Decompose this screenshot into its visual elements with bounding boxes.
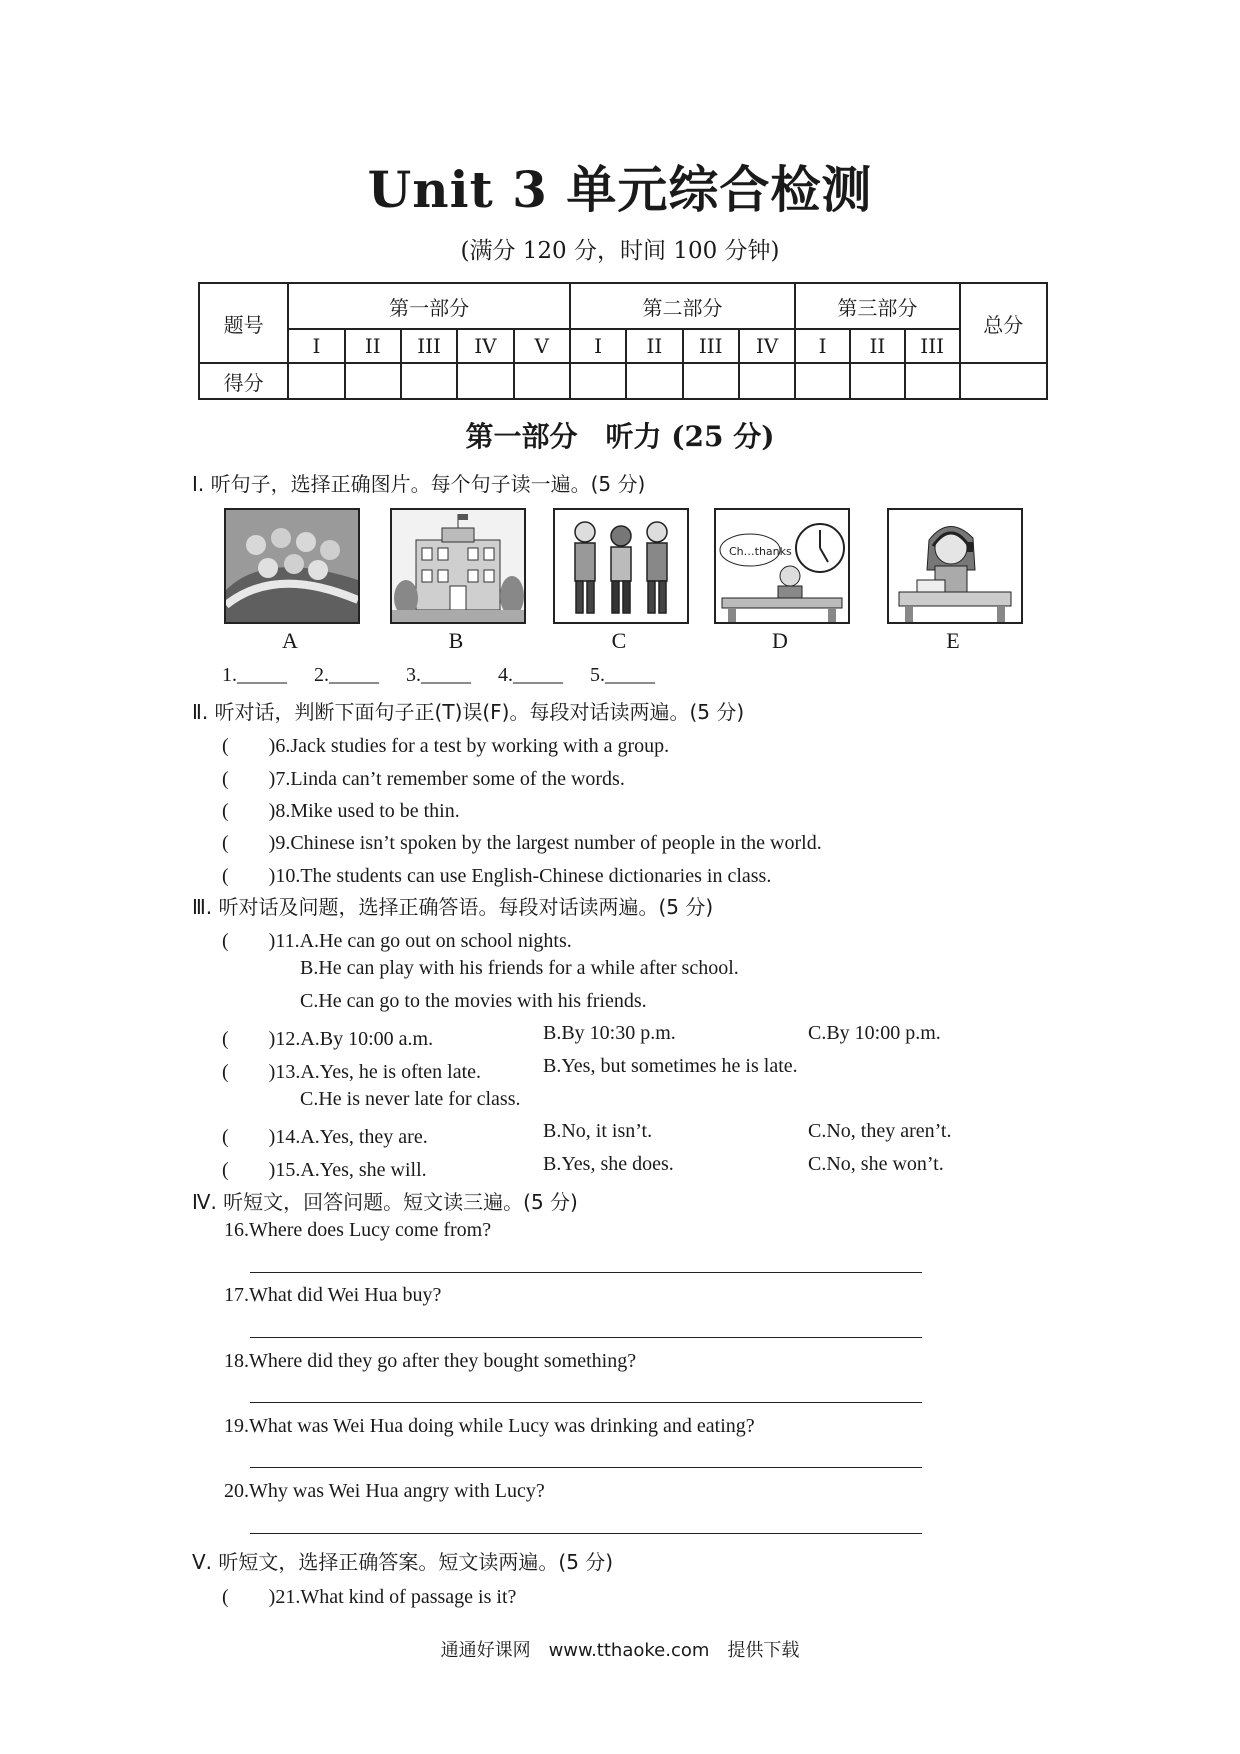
speech-bubble-text: Ch…thanks: [729, 545, 792, 558]
score-col: I: [795, 329, 850, 363]
score-col: V: [514, 329, 570, 363]
score-col: II: [850, 329, 905, 363]
mc-item-15[interactable]: ( )15.A.Yes, she will.: [222, 1159, 427, 1181]
score-col: I: [288, 329, 344, 363]
score-table-part1: 第一部分: [288, 283, 570, 329]
section-5-heading: Ⅴ. 听短文，选择正确答案。短文读两遍。(5 分): [192, 1550, 614, 1574]
mc-item-11-option-c[interactable]: C.He can go to the movies with his friends.: [300, 990, 647, 1012]
score-cell[interactable]: [514, 363, 570, 399]
tf-item-7[interactable]: ( )7.Linda can’t remember some of the words.: [222, 768, 625, 790]
score-col: III: [683, 329, 739, 363]
picture-label-c: C: [611, 628, 627, 653]
score-cell[interactable]: [850, 363, 905, 399]
score-col: IV: [457, 329, 513, 363]
score-cell[interactable]: [739, 363, 795, 399]
boy-clock-icon: [716, 510, 848, 622]
score-cell[interactable]: [457, 363, 513, 399]
answer-line-19[interactable]: [250, 1467, 922, 1468]
score-table-total: 总分: [960, 283, 1047, 363]
score-col: II: [345, 329, 401, 363]
answer-line-20[interactable]: [250, 1533, 922, 1534]
answer-blank-1[interactable]: 1._____: [222, 664, 287, 686]
picture-d: [714, 508, 850, 624]
page-footer: 通通好课网 www.tthaoke.com 提供下载: [440, 1640, 800, 1661]
answer-line-16[interactable]: [250, 1272, 922, 1273]
mc-item-12-option-b[interactable]: B.By 10:30 p.m.: [543, 1022, 676, 1044]
question-20: 20.Why was Wei Hua angry with Lucy?: [224, 1480, 545, 1502]
mc-item-15-option-b[interactable]: B.Yes, she does.: [543, 1153, 674, 1175]
answer-blank-5[interactable]: 5._____: [590, 664, 655, 686]
page-title: Unit 3 单元综合检测: [367, 160, 873, 219]
score-table-part3: 第三部分: [795, 283, 959, 329]
section-1-heading: Ⅰ. 听句子，选择正确图片。每个句子读一遍。(5 分): [192, 472, 646, 496]
question-19: 19.What was Wei Hua doing while Lucy was drinking and eating?: [224, 1415, 755, 1437]
score-table: [198, 282, 1048, 400]
mc-item-13[interactable]: ( )13.A.Yes, he is often late.: [222, 1061, 482, 1083]
score-cell[interactable]: [960, 363, 1047, 399]
score-table-row-label: 题号: [199, 283, 288, 363]
mc-item-13-option-b[interactable]: B.Yes, but sometimes he is late.: [543, 1055, 798, 1077]
mc-item-11[interactable]: ( )11.A.He can go out on school nights.: [222, 930, 572, 952]
score-col: I: [570, 329, 626, 363]
picture-e: [887, 508, 1023, 624]
score-cell[interactable]: [626, 363, 682, 399]
score-cell[interactable]: [401, 363, 457, 399]
score-row-label: 得分: [199, 363, 288, 399]
question-18: 18.Where did they go after they bought something?: [224, 1350, 637, 1372]
mc-item-21[interactable]: ( )21.What kind of passage is it?: [222, 1586, 517, 1608]
question-16: 16.Where does Lucy come from?: [224, 1219, 492, 1241]
section-3-heading: Ⅲ. 听对话及问题，选择正确答语。每段对话读两遍。(5 分): [192, 895, 714, 919]
tf-item-9[interactable]: ( )9.Chinese isn’t spoken by the largest number of people in the world.: [222, 832, 822, 854]
score-cell[interactable]: [345, 363, 401, 399]
score-cell[interactable]: [795, 363, 850, 399]
score-col: III: [401, 329, 457, 363]
answer-blank-2[interactable]: 2._____: [314, 664, 379, 686]
tf-item-6[interactable]: ( )6.Jack studies for a test by working with a group.: [222, 735, 670, 757]
score-col: IV: [739, 329, 795, 363]
part-heading: 第一部分 听力 (25 分): [465, 420, 775, 453]
school-building-icon: [392, 510, 524, 622]
score-cell[interactable]: [905, 363, 960, 399]
score-cell[interactable]: [683, 363, 739, 399]
girl-headset-icon: [889, 510, 1021, 622]
picture-label-b: B: [448, 628, 464, 653]
tf-item-8[interactable]: ( )8.Mike used to be thin.: [222, 800, 460, 822]
answer-line-17[interactable]: [250, 1337, 922, 1338]
score-col: II: [626, 329, 682, 363]
score-col: III: [905, 329, 960, 363]
score-cell[interactable]: [288, 363, 344, 399]
dragon-boat-crowd-icon: [226, 510, 358, 622]
mc-item-13-option-c[interactable]: C.He is never late for class.: [300, 1088, 521, 1110]
mc-item-14[interactable]: ( )14.A.Yes, they are.: [222, 1126, 428, 1148]
picture-label-e: E: [946, 628, 960, 653]
picture-a: [224, 508, 360, 624]
mc-item-11-option-b[interactable]: B.He can play with his friends for a while after school.: [300, 957, 739, 979]
picture-b: [390, 508, 526, 624]
picture-c: [553, 508, 689, 624]
picture-label-d: D: [772, 628, 788, 653]
answer-blank-3[interactable]: 3._____: [406, 664, 471, 686]
section-4-heading: Ⅳ. 听短文，回答问题。短文读三遍。(5 分): [192, 1190, 578, 1214]
mc-item-12-option-c[interactable]: C.By 10:00 p.m.: [808, 1022, 941, 1044]
three-students-icon: [555, 510, 687, 622]
mc-item-12[interactable]: ( )12.A.By 10:00 a.m.: [222, 1028, 434, 1050]
page-subtitle: (满分 120 分，时间 100 分钟): [460, 238, 780, 264]
question-17: 17.What did Wei Hua buy?: [224, 1284, 442, 1306]
score-cell[interactable]: [570, 363, 626, 399]
tf-item-10[interactable]: ( )10.The students can use English-Chinese dictionaries in class.: [222, 865, 772, 887]
mc-item-15-option-c[interactable]: C.No, she won’t.: [808, 1153, 944, 1175]
picture-label-a: A: [282, 628, 298, 653]
score-table-part2: 第二部分: [570, 283, 795, 329]
section-2-heading: Ⅱ. 听对话，判断下面句子正(T)误(F)。每段对话读两遍。(5 分): [192, 700, 745, 724]
answer-blank-4[interactable]: 4._____: [498, 664, 563, 686]
mc-item-14-option-c[interactable]: C.No, they aren’t.: [808, 1120, 952, 1142]
answer-line-18[interactable]: [250, 1402, 922, 1403]
mc-item-14-option-b[interactable]: B.No, it isn’t.: [543, 1120, 653, 1142]
